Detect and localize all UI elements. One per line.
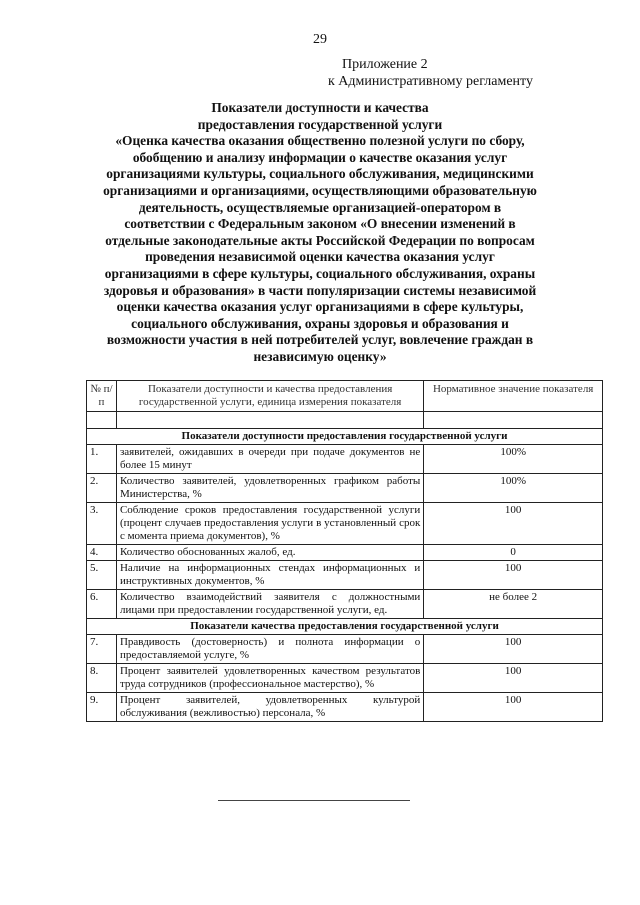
title-line: обобщению и анализу информации о качестве оказания услуг [132, 149, 508, 165]
row-number: 6. [87, 590, 117, 619]
row-number: 9. [87, 693, 117, 722]
row-value: 100% [424, 445, 603, 474]
title-line: проведения независимой оценки качества оказания услуг [145, 249, 495, 265]
row-number: 3. [87, 503, 117, 545]
row-indicator: Количество взаимодействий заявителя с должностными лицами при предоставлении государственной услуги, ед. [116, 590, 423, 619]
row-number: 5. [87, 561, 117, 590]
title-line: здоровья и образования» в части популяризации системы независимой [103, 282, 537, 298]
document-title [90, 100, 550, 366]
row-number: 2. [87, 474, 117, 503]
title-line: возможности участия в ней потребителей услуг, вовлечение граждан в [106, 332, 534, 348]
title-line: отдельные законодательные акты Российской Федерации по вопросам [105, 232, 535, 248]
title-line: социального обслуживания, охраны здоровья и образования и [131, 315, 509, 331]
section-availability-row [87, 429, 603, 445]
appendix-reference [328, 56, 533, 90]
table-row [87, 474, 603, 503]
row-indicator: заявителей, ожидавших в очереди при подаче документов не более 15 минут [116, 445, 423, 474]
closing-divider [218, 800, 410, 801]
title-line: организациями в сфере культуры, социального обслуживания, охраны [104, 265, 536, 281]
table-row [87, 693, 603, 722]
title-line: организациями и организациями, осуществляющими образовательную [103, 182, 537, 198]
title-line: «Оценка качества оказания общественно полезной услуги по сбору, [115, 133, 525, 149]
row-indicator: Соблюдение сроков предоставления государственной услуги (процент случаев предоставления услуги в установленный срок с момента приема документов), % [116, 503, 423, 545]
row-indicator: Количество обоснованных жалоб, ед. [116, 545, 423, 561]
table-row [87, 590, 603, 619]
appendix-label: Приложение 2 [342, 57, 428, 72]
title-line: деятельность, осуществляемые организацией-оператором в [138, 199, 502, 215]
row-value: 100% [424, 474, 603, 503]
title-line: Показатели доступности и качества [211, 100, 429, 115]
row-value: 0 [424, 545, 603, 561]
row-number: 8. [87, 664, 117, 693]
row-value: 100 [424, 561, 603, 590]
row-indicator: Процент заявителей удовлетворенных качеством результатов труда сотрудников (профессиональное мастерство), % [116, 664, 423, 693]
row-indicator: Количество заявителей, удовлетворенных графиком работы Министерства, % [116, 474, 423, 503]
page-number: 29 [313, 32, 327, 47]
row-indicator: Наличие на информационных стендах информационных и инструктивных документов, % [116, 561, 423, 590]
row-value: 100 [424, 693, 603, 722]
table-header-row [87, 381, 603, 412]
row-value: 100 [424, 503, 603, 545]
appendix-regulation: к Административному регламенту [328, 74, 533, 89]
header-normative-value: Нормативное значение показателя [424, 381, 603, 412]
title-line: организациями культуры, социального обслуживания, медицинскими [106, 166, 534, 182]
title-line: оценки качества оказания услуг организациями в сфере культуры, [116, 299, 524, 315]
title-line: предоставления государственной услуги [197, 116, 443, 132]
row-value: 100 [424, 664, 603, 693]
table-row [87, 503, 603, 545]
row-indicator: Правдивость (достоверность) и полнота информации о предоставляемой услуге, % [116, 635, 423, 664]
row-number: 1. [87, 445, 117, 474]
section-availability-title: Показатели доступности предоставления государственной услуги [87, 429, 603, 445]
title-line: соответствии с Федеральным законом «О внесении изменений в [124, 216, 516, 232]
header-number: № п/п [87, 381, 117, 412]
row-value: не более 2 [424, 590, 603, 619]
table-spacer-row [87, 412, 603, 429]
header-indicator: Показатели доступности и качества предоставления государственной услуги, единица измерения показателя [116, 381, 423, 412]
row-value: 100 [424, 635, 603, 664]
row-number: 7. [87, 635, 117, 664]
row-indicator: Процент заявителей, удовлетворенных культурой обслуживания (вежливостью) персонала, % [116, 693, 423, 722]
table-row [87, 561, 603, 590]
table-row [87, 635, 603, 664]
row-number: 4. [87, 545, 117, 561]
title-line: независимую оценку» [253, 348, 387, 364]
indicators-table [86, 380, 603, 722]
table-row [87, 445, 603, 474]
section-quality-title: Показатели качества предоставления государственной услуги [87, 619, 603, 635]
table-row [87, 545, 603, 561]
table-row [87, 664, 603, 693]
section-quality-row [87, 619, 603, 635]
